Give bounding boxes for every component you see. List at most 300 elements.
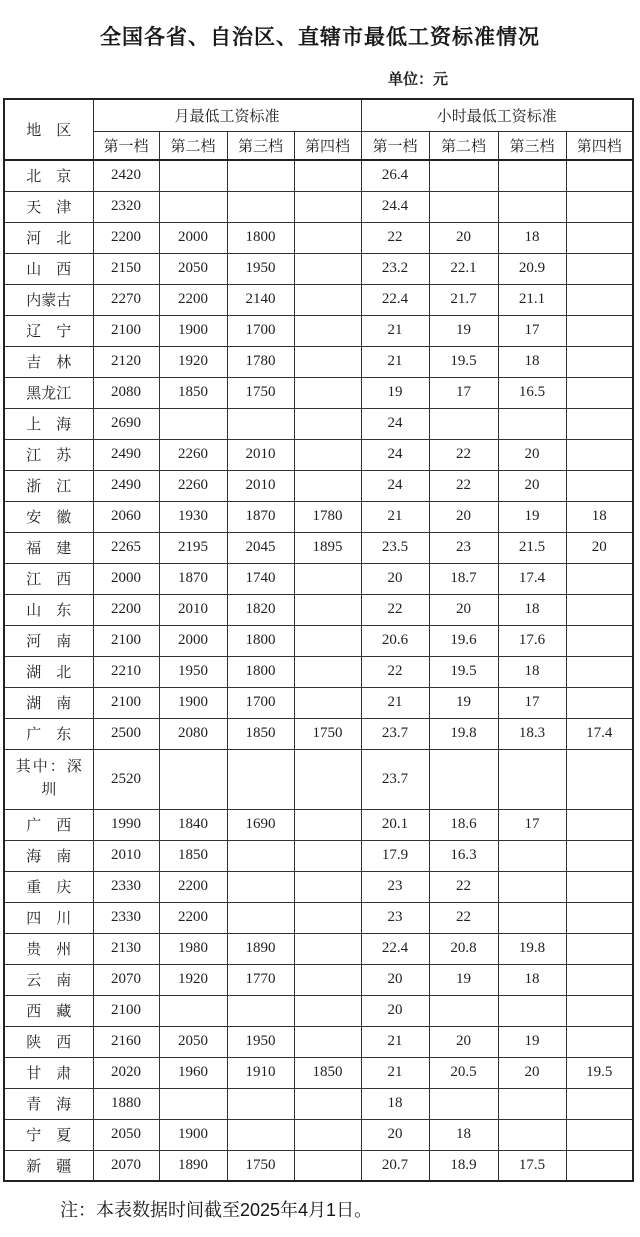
table-row [4, 1057, 633, 1088]
table-header [4, 99, 633, 160]
hourly-tier3-cell [498, 995, 566, 1026]
monthly-tier4-cell [294, 871, 361, 902]
monthly-tier2-cell: 2000 [159, 222, 227, 253]
hourly-tier4-cell [566, 563, 633, 594]
monthly-tier4-cell [294, 470, 361, 501]
table-row [4, 718, 633, 749]
monthly-tier4-cell [294, 346, 361, 377]
hourly-tier2-cell: 23 [429, 532, 498, 563]
monthly-tier4-cell [294, 408, 361, 439]
hourly-tier2-cell [429, 995, 498, 1026]
monthly-tier2-cell: 1950 [159, 656, 227, 687]
hourly-tier3-cell: 17.4 [498, 563, 566, 594]
region-name: 江 苏 [26, 448, 72, 464]
monthly-tier2-cell: 2200 [159, 284, 227, 315]
hourly-tier4-cell [566, 1119, 633, 1150]
page-title: 全国各省、自治区、直辖市最低工资标准情况 [100, 26, 540, 49]
monthly-tier4-cell [294, 563, 361, 594]
hourly-tier4-cell [566, 594, 633, 625]
monthly-tier3-cell [227, 749, 294, 809]
region-cell [4, 191, 93, 222]
region-cell [4, 439, 93, 470]
hourly-tier2-cell: 19.5 [429, 656, 498, 687]
hourly-tier4-cell: 17.4 [566, 718, 633, 749]
monthly-tier4-cell [294, 809, 361, 840]
table-row [4, 377, 633, 408]
monthly-tier3-cell: 1700 [227, 315, 294, 346]
hourly-tier3-cell [498, 1088, 566, 1119]
monthly-tier2-cell: 2260 [159, 439, 227, 470]
monthly-tier1-cell: 1880 [93, 1088, 159, 1119]
monthly-tier2-cell: 2195 [159, 532, 227, 563]
monthly-tier1-cell: 2100 [93, 625, 159, 656]
region-cell [4, 1119, 93, 1150]
hourly-tier4-cell [566, 222, 633, 253]
monthly-tier2-cell [159, 408, 227, 439]
table-row [4, 563, 633, 594]
monthly-tier4-cell [294, 1088, 361, 1119]
table-row [4, 439, 633, 470]
monthly-tier1-cell: 2210 [93, 656, 159, 687]
hourly-group-header: 小时最低工资标准 [361, 99, 633, 131]
hourly-tier3-cell: 18.3 [498, 718, 566, 749]
hourly-tier2-cell: 20 [429, 1026, 498, 1057]
monthly-tier3-cell: 1780 [227, 346, 294, 377]
hourly-tier2-cell: 21.7 [429, 284, 498, 315]
monthly-tier1-cell: 2200 [93, 222, 159, 253]
monthly-tier4-cell: 1780 [294, 501, 361, 532]
monthly-tier3-cell: 1750 [227, 1150, 294, 1181]
monthly-tier3-cell: 2010 [227, 470, 294, 501]
table-row [4, 532, 633, 563]
region-name: 重 庆 [26, 880, 72, 896]
hourly-tier1-cell: 17.9 [361, 840, 429, 871]
monthly-tier4-cell: 1895 [294, 532, 361, 563]
region-cell [4, 377, 93, 408]
region-cell [4, 964, 93, 995]
hourly-tier3-cell: 19.8 [498, 933, 566, 964]
region-cell [4, 625, 93, 656]
region-cell [4, 809, 93, 840]
region-name: 山 东 [26, 603, 72, 619]
hourly-tier2-cell: 22 [429, 470, 498, 501]
hourly-tier1-cell: 21 [361, 315, 429, 346]
region-cell [4, 315, 93, 346]
monthly-tier3-cell [227, 1119, 294, 1150]
hourly-tier1-cell: 23 [361, 871, 429, 902]
hourly-tier3-cell [498, 408, 566, 439]
hourly-tier3-cell: 20 [498, 470, 566, 501]
hourly-tier1-cell: 20 [361, 1119, 429, 1150]
monthly-tier3-cell [227, 902, 294, 933]
monthly-tier3-cell [227, 995, 294, 1026]
hourly-tier3-cell: 17 [498, 315, 566, 346]
region-name: 新 疆 [26, 1158, 72, 1175]
region-name: 安 徽 [26, 510, 72, 526]
monthly-tier4-cell [294, 439, 361, 470]
hourly-tier2-cell [429, 160, 498, 191]
monthly-tier3-cell: 1740 [227, 563, 294, 594]
hourly-tier3-cell [498, 871, 566, 902]
region-cell [4, 408, 93, 439]
hourly-tier3-cell: 20.9 [498, 253, 566, 284]
monthly-tier1-cell: 2120 [93, 346, 159, 377]
region-cell [4, 871, 93, 902]
table-row [4, 625, 633, 656]
monthly-group-header: 月最低工资标准 [93, 99, 361, 131]
table-row [4, 1088, 633, 1119]
monthly-tier3-cell: 1800 [227, 222, 294, 253]
hourly-tier4-cell: 19.5 [566, 1057, 633, 1088]
monthly-tier2-cell: 1960 [159, 1057, 227, 1088]
region-name: 内蒙古 [26, 293, 72, 309]
monthly-tier4-cell: 1750 [294, 718, 361, 749]
monthly-tier2-cell: 2050 [159, 253, 227, 284]
region-cell [4, 749, 93, 809]
footnote: 注：本表数据时间截至2025年4月1日。 [60, 1200, 373, 1220]
region-name: 北 京 [26, 169, 72, 186]
monthly-tier1-cell: 2050 [93, 1119, 159, 1150]
hourly-tier4-cell [566, 995, 633, 1026]
hourly-tier1-cell: 22 [361, 594, 429, 625]
monthly-tier4-cell [294, 191, 361, 222]
region-cell [4, 346, 93, 377]
monthly-tier1-cell: 2330 [93, 871, 159, 902]
region-cell [4, 1026, 93, 1057]
monthly-tier3-cell: 1690 [227, 809, 294, 840]
region-cell [4, 253, 93, 284]
region-name: 浙 江 [26, 479, 72, 495]
hourly-tier1-cell: 20.1 [361, 809, 429, 840]
hourly-tier1-cell: 21 [361, 1026, 429, 1057]
monthly-tier1-cell: 2520 [93, 749, 159, 809]
region-name: 辽 宁 [26, 324, 72, 340]
table-row [4, 840, 633, 871]
region-cell [4, 687, 93, 718]
hourly-tier4-cell [566, 377, 633, 408]
monthly-tier1-cell: 2490 [93, 470, 159, 501]
region-cell [4, 933, 93, 964]
monthly-tier3-cell: 1700 [227, 687, 294, 718]
region-cell [4, 840, 93, 871]
hourly-tier1-cell: 23.7 [361, 718, 429, 749]
region-name: 天 津 [26, 200, 72, 216]
hourly-tier1-cell: 22 [361, 656, 429, 687]
monthly-tier4-cell [294, 1026, 361, 1057]
monthly-tier4-cell [294, 749, 361, 809]
hourly-tier1-cell: 20 [361, 995, 429, 1026]
region-name: 甘 肃 [26, 1066, 72, 1082]
region-name: 贵 州 [26, 942, 72, 958]
region-name: 江 西 [26, 572, 72, 588]
monthly-tier2-cell: 1850 [159, 840, 227, 871]
monthly-tier4-cell [294, 315, 361, 346]
table-row [4, 346, 633, 377]
monthly-tier2-cell: 1890 [159, 1150, 227, 1181]
monthly-tier1-cell: 2330 [93, 902, 159, 933]
hourly-tier1-cell: 24 [361, 439, 429, 470]
monthly-tier2-cell [159, 1088, 227, 1119]
hourly-tier4-cell [566, 315, 633, 346]
monthly-tier2-cell: 1850 [159, 377, 227, 408]
monthly-tier1-cell: 2265 [93, 532, 159, 563]
hourly-tier4-cell: 18 [566, 501, 633, 532]
monthly-tier3-cell: 2045 [227, 532, 294, 563]
region-column-header: 地 区 [4, 99, 93, 160]
hourly-tier3-cell [498, 902, 566, 933]
monthly-tier3-cell: 1770 [227, 964, 294, 995]
hourly-tier4-cell [566, 253, 633, 284]
hourly-tier4-cell [566, 964, 633, 995]
hourly-tier1-cell: 24 [361, 470, 429, 501]
monthly-tier2-cell: 1930 [159, 501, 227, 532]
unit-label: 单位：元 [388, 71, 449, 88]
hourly-tier1-cell: 21 [361, 501, 429, 532]
monthly-tier4-cell [294, 1119, 361, 1150]
hourly-tier4-cell [566, 160, 633, 191]
region-name: 黑龙江 [26, 386, 72, 402]
hourly-tier1-cell: 21 [361, 687, 429, 718]
table-row [4, 160, 633, 191]
region-cell [4, 284, 93, 315]
hourly-tier4-cell [566, 871, 633, 902]
monthly-tier1-header: 第一档 [93, 131, 159, 160]
table-row [4, 470, 633, 501]
hourly-tier2-cell: 20 [429, 501, 498, 532]
monthly-tier1-cell: 2270 [93, 284, 159, 315]
hourly-tier2-cell: 18 [429, 1119, 498, 1150]
table-row [4, 501, 633, 532]
table-body [4, 160, 633, 1181]
monthly-tier1-cell: 2130 [93, 933, 159, 964]
table-row [4, 933, 633, 964]
hourly-tier3-cell: 17.5 [498, 1150, 566, 1181]
monthly-tier3-cell [227, 1088, 294, 1119]
hourly-tier2-cell: 19 [429, 687, 498, 718]
hourly-tier1-cell: 20.7 [361, 1150, 429, 1181]
monthly-tier3-cell: 1910 [227, 1057, 294, 1088]
monthly-tier4-cell [294, 222, 361, 253]
region-name: 广 东 [26, 727, 72, 743]
monthly-tier4-cell [294, 687, 361, 718]
hourly-tier1-cell: 20 [361, 563, 429, 594]
monthly-tier2-cell: 1900 [159, 1119, 227, 1150]
table-row [4, 687, 633, 718]
hourly-tier2-cell: 16.3 [429, 840, 498, 871]
monthly-tier2-cell: 1900 [159, 315, 227, 346]
monthly-tier3-cell: 2010 [227, 439, 294, 470]
monthly-tier4-cell [294, 840, 361, 871]
monthly-tier4-cell [294, 625, 361, 656]
table-row [4, 995, 633, 1026]
monthly-tier3-cell: 2140 [227, 284, 294, 315]
hourly-tier3-cell: 17 [498, 809, 566, 840]
monthly-tier4-cell [294, 995, 361, 1026]
monthly-tier1-cell: 2100 [93, 687, 159, 718]
monthly-tier2-cell: 1980 [159, 933, 227, 964]
region-cell [4, 501, 93, 532]
hourly-tier1-cell: 24.4 [361, 191, 429, 222]
monthly-tier3-cell [227, 160, 294, 191]
hourly-tier3-cell [498, 160, 566, 191]
hourly-tier3-cell: 18 [498, 964, 566, 995]
region-name: 四 川 [26, 911, 72, 927]
region-name: 河 北 [26, 231, 72, 247]
hourly-tier4-cell [566, 656, 633, 687]
table-row [4, 749, 633, 809]
monthly-tier2-cell [159, 191, 227, 222]
monthly-tier1-cell: 2100 [93, 995, 159, 1026]
hourly-tier3-cell: 17.6 [498, 625, 566, 656]
region-cell [4, 656, 93, 687]
monthly-tier4-cell: 1850 [294, 1057, 361, 1088]
hourly-tier1-cell: 21 [361, 346, 429, 377]
monthly-tier4-header: 第四档 [294, 131, 361, 160]
hourly-tier3-cell [498, 749, 566, 809]
region-cell [4, 1088, 93, 1119]
monthly-tier2-cell: 2200 [159, 902, 227, 933]
region-cell [4, 718, 93, 749]
hourly-tier2-cell: 18.6 [429, 809, 498, 840]
region-name: 福 建 [26, 541, 72, 557]
region-name: 其中：深圳 [15, 759, 82, 798]
hourly-tier3-cell: 17 [498, 687, 566, 718]
monthly-tier3-cell: 1850 [227, 718, 294, 749]
monthly-tier1-cell: 2160 [93, 1026, 159, 1057]
region-name: 海 南 [26, 849, 72, 865]
hourly-tier4-cell [566, 933, 633, 964]
monthly-tier2-cell: 1870 [159, 563, 227, 594]
hourly-tier4-cell [566, 470, 633, 501]
hourly-tier1-cell: 22 [361, 222, 429, 253]
monthly-tier2-cell [159, 995, 227, 1026]
hourly-tier4-cell [566, 439, 633, 470]
hourly-tier2-cell [429, 749, 498, 809]
monthly-tier2-cell: 1900 [159, 687, 227, 718]
hourly-tier3-cell: 16.5 [498, 377, 566, 408]
hourly-tier1-cell: 21 [361, 1057, 429, 1088]
monthly-tier2-cell: 1840 [159, 809, 227, 840]
monthly-tier4-cell [294, 964, 361, 995]
region-name: 青 海 [26, 1097, 72, 1113]
region-cell [4, 532, 93, 563]
hourly-tier2-cell [429, 408, 498, 439]
hourly-tier1-cell: 20.6 [361, 625, 429, 656]
table-row [4, 408, 633, 439]
table-row [4, 902, 633, 933]
hourly-tier1-cell: 19 [361, 377, 429, 408]
region-name: 宁 夏 [26, 1128, 72, 1144]
hourly-tier3-cell [498, 1119, 566, 1150]
hourly-tier2-cell: 20.8 [429, 933, 498, 964]
hourly-tier4-cell [566, 346, 633, 377]
region-cell [4, 160, 93, 191]
table-row [4, 1026, 633, 1057]
monthly-tier3-cell: 1870 [227, 501, 294, 532]
hourly-tier3-cell: 21.1 [498, 284, 566, 315]
monthly-tier4-cell [294, 594, 361, 625]
region-name: 吉 林 [26, 355, 72, 371]
hourly-tier3-cell: 20 [498, 439, 566, 470]
monthly-tier1-cell: 2320 [93, 191, 159, 222]
region-cell [4, 902, 93, 933]
monthly-tier4-cell [294, 933, 361, 964]
hourly-tier2-cell [429, 1088, 498, 1119]
hourly-tier1-cell: 24 [361, 408, 429, 439]
monthly-tier2-cell [159, 160, 227, 191]
hourly-tier4-cell [566, 284, 633, 315]
hourly-tier3-cell: 21.5 [498, 532, 566, 563]
monthly-tier2-cell: 2080 [159, 718, 227, 749]
monthly-tier1-cell: 2000 [93, 563, 159, 594]
hourly-tier2-cell: 20.5 [429, 1057, 498, 1088]
hourly-tier2-cell: 17 [429, 377, 498, 408]
monthly-tier3-header: 第三档 [227, 131, 294, 160]
hourly-tier1-cell: 22.4 [361, 933, 429, 964]
region-cell [4, 222, 93, 253]
hourly-tier2-cell: 22 [429, 902, 498, 933]
hourly-tier3-cell [498, 840, 566, 871]
hourly-tier2-cell [429, 191, 498, 222]
table-row [4, 1150, 633, 1181]
monthly-tier2-cell: 2050 [159, 1026, 227, 1057]
hourly-tier2-cell: 20 [429, 222, 498, 253]
monthly-tier1-cell: 1990 [93, 809, 159, 840]
monthly-tier1-cell: 2150 [93, 253, 159, 284]
hourly-tier3-cell: 19 [498, 501, 566, 532]
hourly-tier2-header: 第二档 [429, 131, 498, 160]
hourly-tier1-cell: 23.5 [361, 532, 429, 563]
monthly-tier1-cell: 2070 [93, 1150, 159, 1181]
hourly-tier4-cell [566, 902, 633, 933]
hourly-tier3-cell: 18 [498, 594, 566, 625]
table-row [4, 809, 633, 840]
hourly-tier3-cell: 20 [498, 1057, 566, 1088]
monthly-tier2-cell: 2000 [159, 625, 227, 656]
hourly-tier1-header: 第一档 [361, 131, 429, 160]
table-row [4, 315, 633, 346]
hourly-tier4-cell [566, 840, 633, 871]
hourly-tier3-cell: 18 [498, 222, 566, 253]
region-name: 上 海 [26, 417, 72, 433]
monthly-tier2-cell: 2200 [159, 871, 227, 902]
table-row [4, 594, 633, 625]
hourly-tier3-cell: 19 [498, 1026, 566, 1057]
monthly-tier3-cell [227, 840, 294, 871]
monthly-tier3-cell: 1800 [227, 656, 294, 687]
hourly-tier2-cell: 19.6 [429, 625, 498, 656]
region-name: 陕 西 [26, 1035, 72, 1051]
region-cell [4, 594, 93, 625]
hourly-tier1-cell: 18 [361, 1088, 429, 1119]
hourly-tier2-cell: 22.1 [429, 253, 498, 284]
hourly-tier3-cell [498, 191, 566, 222]
monthly-tier4-cell [294, 284, 361, 315]
monthly-tier2-cell [159, 749, 227, 809]
monthly-tier3-cell: 1750 [227, 377, 294, 408]
hourly-tier4-cell [566, 1088, 633, 1119]
hourly-tier3-cell: 18 [498, 346, 566, 377]
monthly-tier1-cell: 2200 [93, 594, 159, 625]
hourly-tier2-cell: 18.7 [429, 563, 498, 594]
monthly-tier1-cell: 2690 [93, 408, 159, 439]
hourly-tier4-cell [566, 809, 633, 840]
minimum-wage-table [3, 98, 634, 1182]
region-name: 广 西 [26, 818, 72, 834]
hourly-tier4-cell [566, 749, 633, 809]
monthly-tier2-cell: 1920 [159, 964, 227, 995]
table-row [4, 656, 633, 687]
